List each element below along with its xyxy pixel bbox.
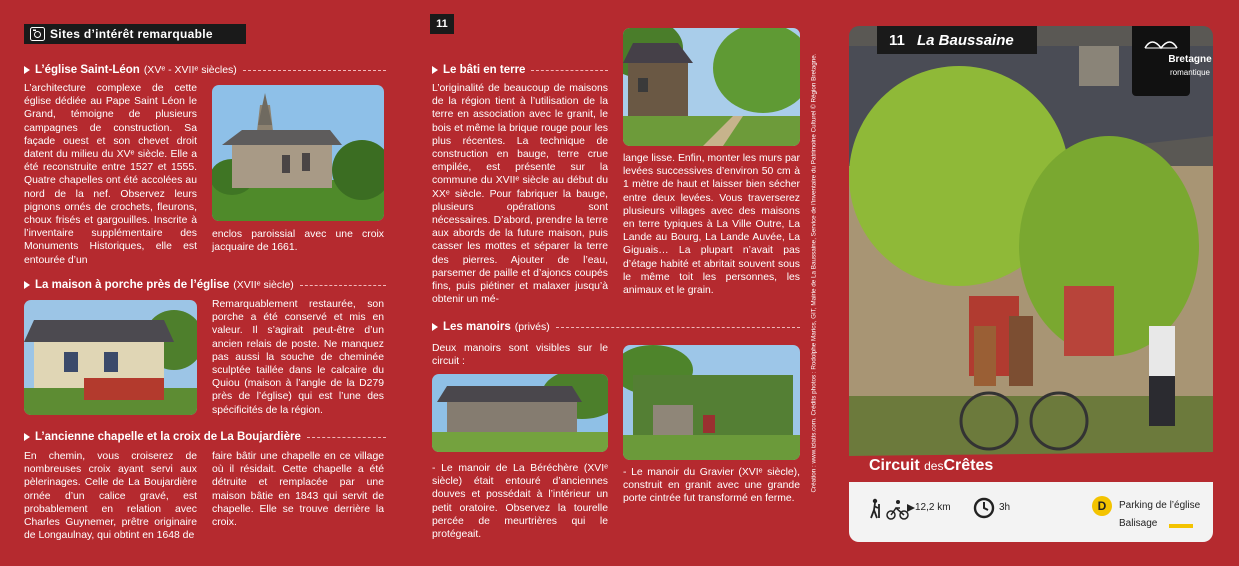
photo-credits: Création : www.iziatis.com. Crédits photos : Rodolphe Marics, GIT, Mairie de La Baussaine, Service de l’inventaire du Patrimoine Culturel © Région Bretagne. bbox=[810, 53, 818, 493]
chapelle-heading: L’ancienne chapelle et la croix de La Boujardière bbox=[24, 431, 386, 443]
bereche-photo bbox=[432, 374, 608, 452]
distance-arrow-icon bbox=[907, 504, 915, 512]
eglise-text-continued: enclos paroissial avec une croix jacquaire de 1661. bbox=[212, 229, 384, 254]
clock-icon bbox=[973, 497, 995, 519]
chapelle-text-continued: faire bâtir une chapelle en ce village où il résidait. Cette chapelle a été détruite et remplacée par une maison bâtie en 1843 qui servit de chapelle. Elle se trouve derrière la croix. bbox=[212, 451, 384, 529]
eglise-text: L’architecture complexe de cette église dédiée au Pape Saint Léon le Grand, témoigne de plusieurs campagnes de construction. Sa façade ouest et son chevet droit datent du milieu du XVᵉ siècle. Elle a été reconstruite entre 1527 et 1555. Quatre chapelles ont été accolées au nord de la nef. Observez leurs pignons ornés de crochets, fleurons, choux frisés et gargouilles. Inscrite à l’inventaire supplémentaire des Monuments Historiques, elle est entourée d’un bbox=[24, 83, 197, 266]
chapelle-text: En chemin, vous croiserez de nombreuses croix ayant servi aux pèlerinages. Celle de La Boujardière ornée d’un calice gravé, est probablement en relation avec Charles Guynemer, prêtre originaire de Longaulnay, qui obtint en 1648 de bbox=[24, 451, 197, 542]
page-number: 11 bbox=[430, 14, 454, 34]
bati-text: L’originalité de beaucoup de maisons de la région tient à l’utilisation de la terre en association avec le granit, le bois et même la brique rouge pour les plus récentes. La technique de construction en bauge, terre crue empilée, est présente sur la commune du XVIIᵉ siècle au début du XXᵉ siècle. Pour fabriquer la bauge, plusieurs opérations sont nécessaires. D’abord, prendre la terre aux abords de la future maison, puis casser les mottes et séparer la terre des pierres. Ajouter de l’eau, parsemer de paille et d’ajoncs coupés fins, puis piétiner et malaxer jusqu’à obtenir un mé- bbox=[432, 83, 608, 306]
depart-marker: D bbox=[1092, 496, 1112, 516]
commune-title: 11 La Baussaine bbox=[877, 26, 1037, 54]
bati-photo bbox=[623, 28, 800, 146]
eglise-heading: L’église Saint-Léon (XVᵉ - XVIIᵉ siècles) bbox=[24, 64, 386, 76]
hiker-cyclist-icon bbox=[869, 498, 911, 520]
maison-photo bbox=[24, 300, 197, 415]
arrow-icon bbox=[24, 66, 30, 74]
section-title: Sites d’intérêt remarquable bbox=[24, 24, 246, 44]
arrow-icon bbox=[432, 66, 438, 74]
gravier-text: - Le manoir du Gravier (XVIᵉ siècle), construit en granit avec une grande porte cintrée fut transformé en ferme. bbox=[623, 467, 800, 505]
manoirs-heading: Les manoirs (privés) bbox=[432, 321, 800, 333]
bati-text-continued: lange lisse. Enfin, monter les murs par levées successives d’environ 50 cm à 1 mètre de haut et laisser bien sécher entre deux levées. Vous traverserez plusieurs villages avec des maisons en terre typiques à La Ville Outre, La Lande au Bourg, La Lande Auvée, La Giguais… La plupart n’avait pas d’étage habité et abritait souvent sous le même toit les personnes, les animaux et le grain. bbox=[623, 153, 800, 297]
bretagne-romantique-logo: Bretagne romantique bbox=[1132, 26, 1190, 96]
eglise-photo bbox=[212, 85, 384, 221]
bridge-logo-icon bbox=[1144, 34, 1178, 50]
circuit-banner: Circuit desCrêtes bbox=[849, 452, 1213, 482]
bati-heading: Le bâti en terre bbox=[432, 64, 608, 76]
camera-icon bbox=[30, 27, 45, 41]
arrow-icon bbox=[432, 323, 438, 331]
maison-heading: La maison à porche près de l’église (XVIIᵉ siècle) bbox=[24, 279, 386, 291]
maison-text: Remarquablement restaurée, son porche a été conservé et mis en valeur. Il s’agirait peut-être d’un ancien relais de poste. Ne manquez pas aussi la souche de cheminée sculptée taillée dans le calcaire du Quiou (maison à l’angle de la D279 près de l’église) qui est l’une des spécificités de la région. bbox=[212, 299, 384, 416]
arrow-icon bbox=[24, 281, 30, 289]
balisage-marker bbox=[1169, 524, 1193, 528]
circuit-info: 12,2 km 3h D Parking de l’église Balisage bbox=[849, 482, 1213, 542]
gravier-photo bbox=[623, 345, 800, 460]
arrow-icon bbox=[24, 433, 30, 441]
manoirs-intro: Deux manoirs sont visibles sur le circuit : bbox=[432, 343, 608, 368]
bereche-text: - Le manoir de La Béréchère (XVIᵉ siècle) était entouré d’anciennes douves et possédait à l’intérieur un petit oratoire. Observez la tourelle percée de meurtrières qui le protégeait. bbox=[432, 463, 608, 541]
